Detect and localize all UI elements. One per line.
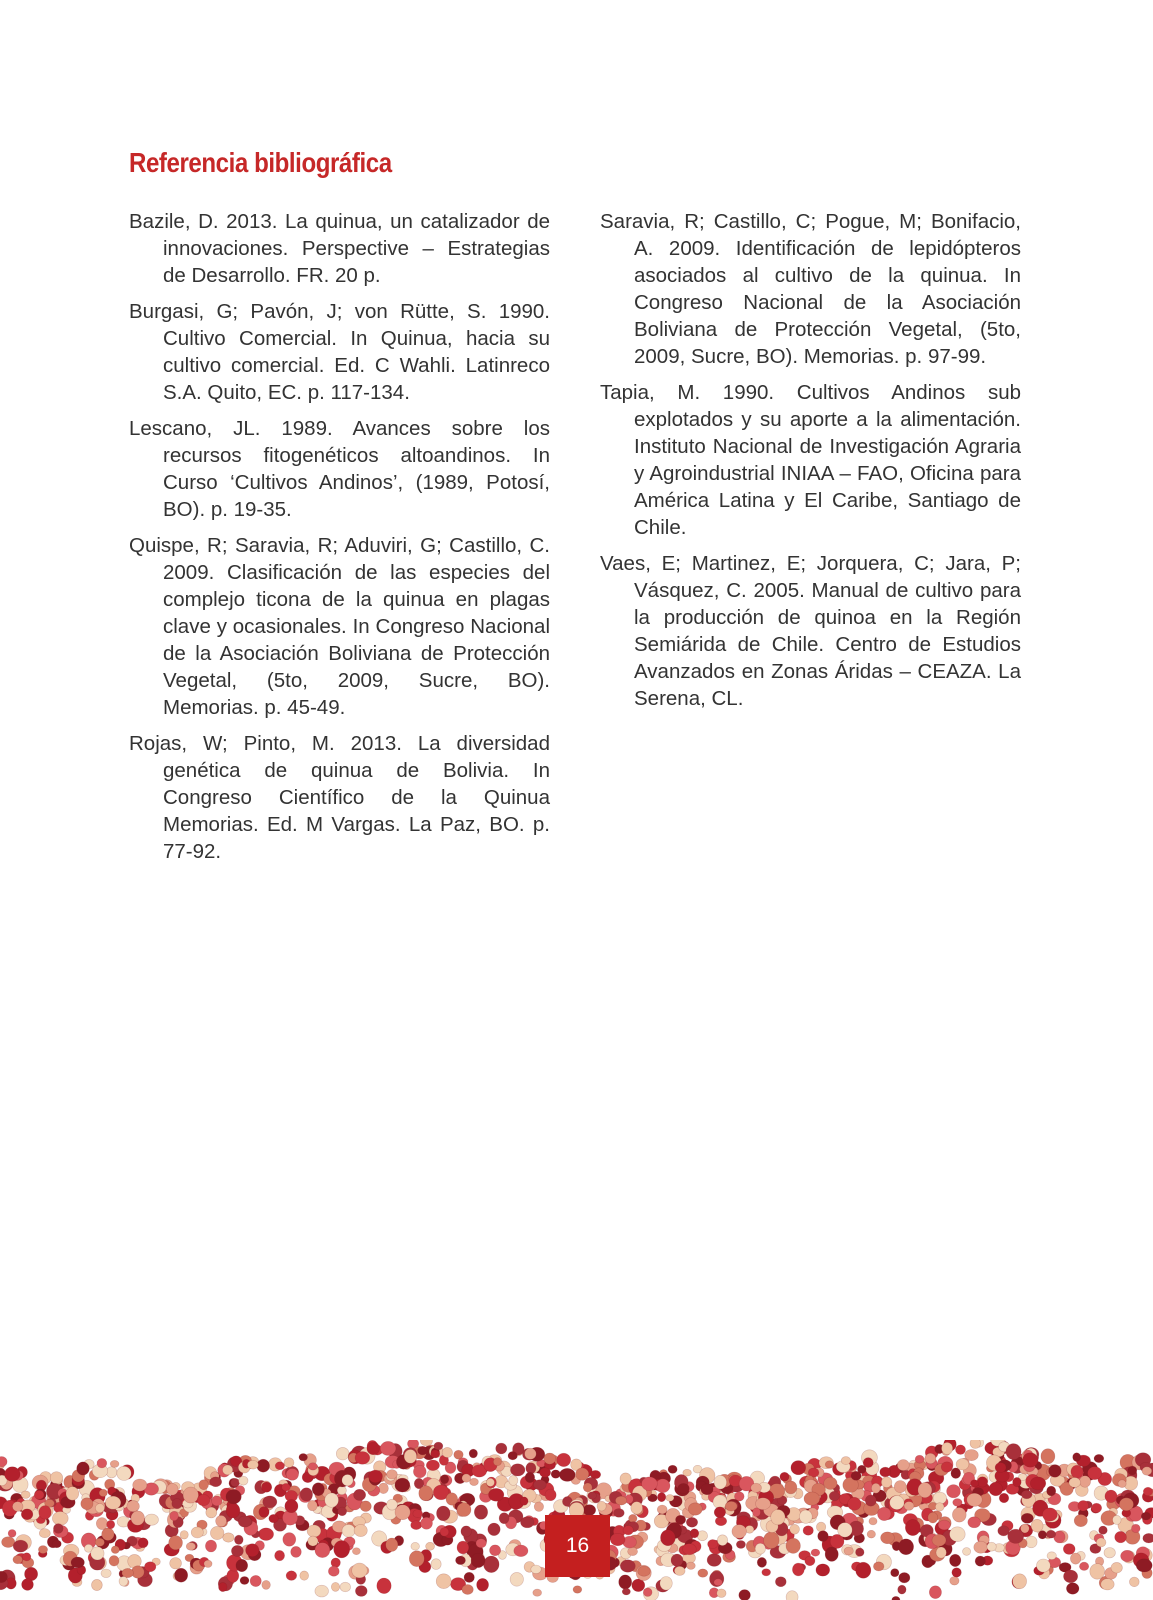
reference-entry: Quispe, R; Saravia, R; Aduviri, G; Castillo, C. 2009. Clasificación de las especies del complejo ticona de la quinua en plagas clave y ocasionales. In Congreso Nacional de la Asociación Boliviana de Protección Vegetal, (5to, 2009, Sucre, BO). Memorias. p. 45-49. [129,534,550,719]
reference-entry: Lescano, JL. 1989. Avances sobre los recursos fitogenéticos altoandinos. In Curso ‘Cultivos Andinos’, (1989, Potosí, BO). p. 19-35. [129,417,550,521]
reference-entry: Bazile, D. 2013. La quinua, un catalizador de innovaciones. Perspective – Estrategias de Desarrollo. FR. 20 p. [129,210,550,287]
reference-entry: Burgasi, G; Pavón, J; von Rütte, S. 1990. Cultivo Comercial. In Quinua, hacia su cultivo comercial. Ed. C Wahli. Latinreco S.A. Quito, EC. p. 117-134. [129,300,550,404]
references-left-column [129,208,550,874]
reference-entry: Saravia, R; Castillo, C; Pogue, M; Bonifacio, A. 2009. Identificación de lepidópteros asociados al cultivo de la quinua. In Congreso Nacional de la Asociación Boliviana de Protección Vegetal, (5to, 2009, Sucre, BO). Memorias. p. 97-99. [600,210,1021,368]
reference-entry: Rojas, W; Pinto, M. 2013. La diversidad genética de quinua de Bolivia. In Congreso Científico de la Quinua Memorias. Ed. M Vargas. La Paz, BO. p. 77-92. [129,732,550,863]
reference-entry: Vaes, E; Martinez, E; Jorquera, C; Jara, P; Vásquez, C. 2005. Manual de cultivo para la producción de quinoa en la Región Semiárida de Chile. Centro de Estudios Avanzados en Zonas Áridas – CEAZA. La Serena, CL. [600,552,1021,710]
page-title: Referencia bibliográfica [129,146,392,178]
references-right-column [600,208,1021,721]
page-number: 16 [545,1515,610,1577]
reference-entry: Tapia, M. 1990. Cultivos Andinos sub explotados y su aporte a la alimentación. Instituto Nacional de Investigación Agraria y Agroindustrial INIAA – FAO, Oficina para América Latina y El Caribe, Santiago de Chile. [600,381,1021,539]
